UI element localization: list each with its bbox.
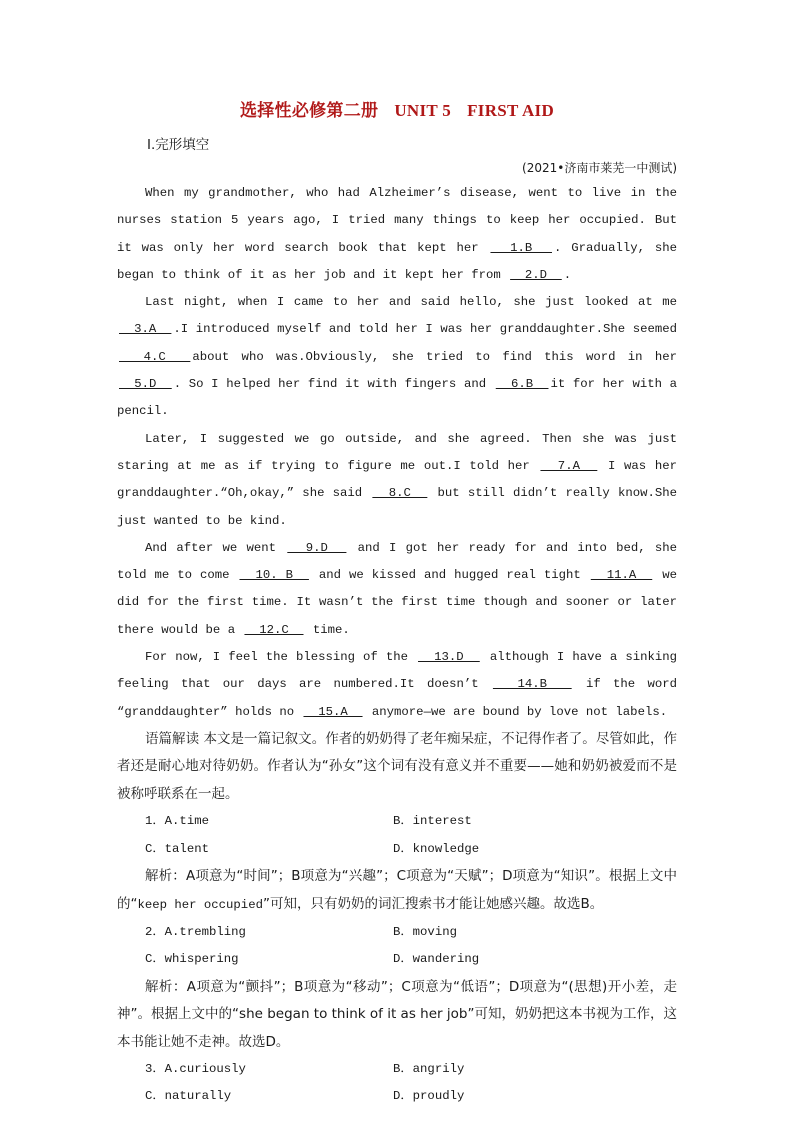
passage-summary: 语篇解读 本文是一篇记叙文。作者的奶奶得了老年痴呆症，不记得作者了。尽管如此，作者还是耐心地对待奶奶。作者认为“孙女”这个词有没有意义并不重要——她和奶奶被爱而不是被称呼联系在一起。	[117, 730, 677, 802]
answer-blank: 1.B	[490, 240, 552, 255]
answer-blank: 11.A	[590, 568, 653, 583]
answer-blank: 5.D	[119, 377, 172, 392]
source-note: (2021•济南市莱芜一中测试)	[522, 161, 677, 175]
answer-blank: 2.D	[510, 267, 562, 282]
option-d: D．knowledge	[393, 841, 480, 856]
document-page	[117, 96, 677, 1111]
section-heading: Ⅰ.完形填空	[147, 137, 210, 153]
option-d: D．proudly	[393, 1089, 465, 1104]
option-a: 1．A.time	[145, 814, 209, 829]
answer-blank: 4.C	[119, 349, 191, 364]
passage-paragraph-2: Last night, when I came to her and said hello, she just looked at me 3.A .I introduced myself and told her I was her granddaughter.She seemed 4.C about who was.Obviously, she tried to find this word in her 5.D . So I helped her find it with fingers and 6.B it for her with a pencil.	[117, 295, 678, 419]
option-a: 3．A.curiously	[145, 1062, 246, 1077]
option-b: B．angrily	[393, 1062, 465, 1077]
unit-title	[117, 96, 677, 121]
title-unit: UNIT 5	[394, 101, 452, 120]
answer-blank: 6.B	[495, 377, 549, 392]
question-2-options	[117, 919, 677, 974]
question-1-analysis: 解析：A项意为“时间”；B项意为“兴趣”；C项意为“天赋”；D项意为“知识”。根据上文中的“keep her occupied”可知，只有奶奶的词汇搜索书才能让她感兴趣。故选B。	[117, 868, 677, 912]
passage-paragraph-5: For now, I feel the blessing of the 13.D although I have a sinking feeling that our days are numbered.It doesn’t 14.B if the word “granddaughter” holds no 15.A anymore—we are bound by love not labels.	[117, 650, 677, 719]
answer-blank: 9.D	[287, 540, 347, 555]
answer-blank: 8.C	[372, 486, 428, 501]
answer-blank: 15.A	[303, 704, 363, 719]
question-3-options	[117, 1056, 677, 1111]
passage-paragraph-3: Later, I suggested we go outside, and she agreed. Then she was just staring at me as if trying to figure me out.I told her 7.A I was her granddaughter.“Oh,okay,” she said 8.C but still didn’t really know.She just wanted to be kind.	[117, 431, 678, 528]
option-c: C．talent	[145, 841, 209, 856]
title-book: 选择性必修第二册	[239, 101, 379, 120]
cloze-passage	[117, 180, 677, 726]
question-1-options	[117, 808, 677, 863]
answer-blank: 12.C	[244, 622, 304, 637]
option-b: B．moving	[393, 925, 457, 940]
passage-paragraph-1: When my grandmother, who had Alzheimer’s disease, went to live in the nurses station 5 years ago, I tried many things to keep her occupied. But it was only her word search book that kept her 1.B . Gradually, she began to think of it as her job and it kept her from 2.D .	[117, 186, 677, 282]
question-2-analysis: 解析：A项意为“颤抖”；B项意为“移动”；C项意为“低语”；D项意为“(思想)开小差，走神”。根据上文中的“she began to think of it as her job”可知，奶奶把这本书视为工作，这本书能让她不走神。故选D。	[117, 978, 677, 1050]
title-topic: FIRST AID	[467, 101, 555, 120]
passage-paragraph-4: And after we went 9.D and I got her ready for and into bed, she told me to come 10. B and we kissed and hugged real tight 11.A we did for the first time. It wasn’t the first time though and sooner or later there would be a 12.C time.	[117, 540, 678, 637]
option-a: 2．A.trembling	[145, 925, 246, 940]
option-c: C．whispering	[145, 952, 239, 967]
answer-blank: 10. B	[239, 568, 309, 583]
answer-blank: 14.B	[492, 677, 572, 692]
answer-blank: 13.D	[418, 650, 480, 665]
option-b: B．interest	[393, 814, 472, 829]
answer-blank: 7.A	[540, 458, 598, 473]
option-c: C．naturally	[145, 1089, 232, 1104]
option-d: D．wandering	[393, 952, 480, 967]
answer-blank: 3.A	[119, 322, 172, 337]
